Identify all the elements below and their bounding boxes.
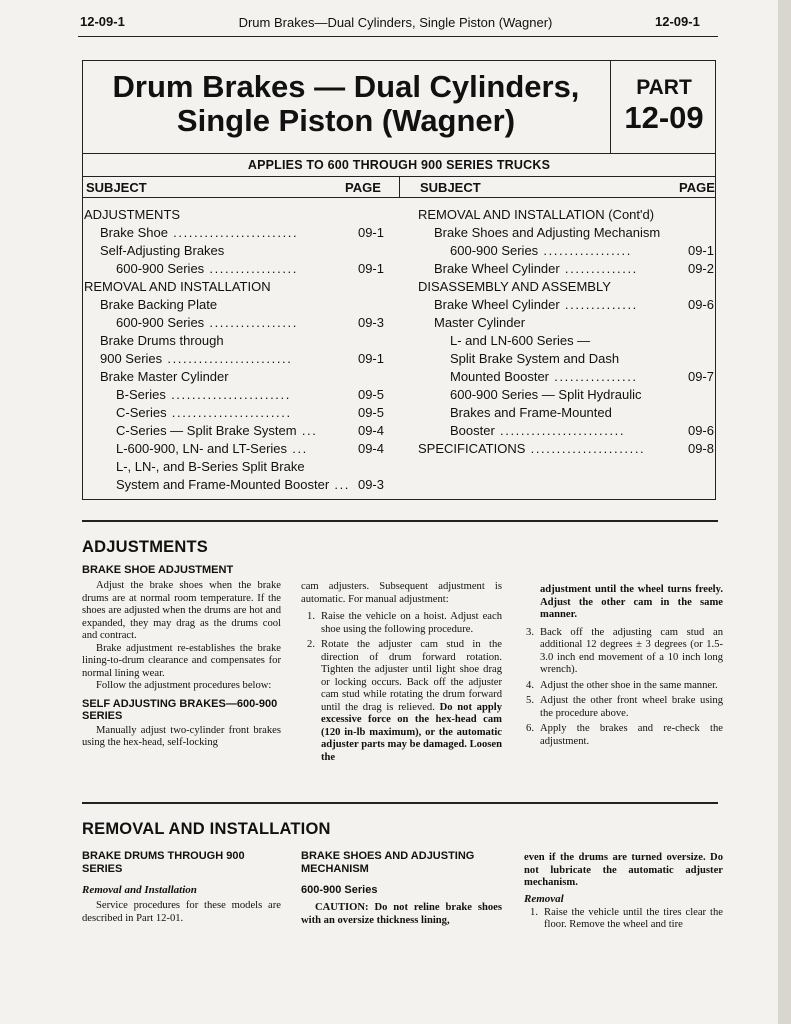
index-entry-text: L-600-900, LN- and LT-Series	[116, 441, 288, 456]
index-entry-page: 09-3	[357, 477, 384, 492]
index-entry-page: 09-1	[687, 243, 714, 258]
list-item: 4. Adjust the other shoe in the same manner.	[526, 679, 718, 691]
index-entry	[84, 458, 384, 476]
subject-header-left: SUBJECT	[86, 180, 147, 195]
index-entry-text: Brake Drums through	[100, 333, 224, 348]
index-entry	[418, 404, 714, 422]
index-entry-page: 09-4	[357, 423, 384, 438]
page-number-left: 12-09-1	[80, 14, 125, 29]
index-entry-page: 09-1	[357, 351, 384, 366]
removal-heading: REMOVAL AND INSTALLATION	[82, 820, 331, 838]
index-entry-page: 09-6	[687, 423, 714, 438]
brake-shoe-adjustment-heading: BRAKE SHOE ADJUSTMENT	[82, 564, 234, 576]
index-entry	[84, 386, 384, 404]
list-item: 2. Rotate the adjuster cam stud in the direction of drum forward rotation. Tighten the adjuster until light shoe drag or locking occurs. Back off the adjuster cam stud while rotating the drum forward until the drag is relieved. Do not apply excessive force on the hex-head cam (120 in-lb maximum), or the automatic adjuster parts may be damaged. Loosen the	[307, 639, 502, 763]
index-entry	[84, 368, 384, 386]
index-entry-page: 09-5	[357, 405, 384, 420]
paragraph: Follow the adjustment procedures below:	[96, 680, 272, 691]
index-entry-page: 09-3	[357, 315, 384, 330]
index-entry-text: Split Brake System and Dash	[450, 351, 620, 366]
index-entry-text: SPECIFICATIONS	[418, 441, 526, 456]
dot-leader: ........................	[494, 423, 626, 438]
index-entry	[418, 350, 714, 368]
index-entry	[84, 242, 384, 260]
list-item: adjustment until the wheel turns freely. Adjust the other cam in the same manner.	[540, 584, 723, 620]
index-entry	[84, 224, 384, 242]
page-title-line-1: Drum Brakes — Dual Cylinders,	[112, 69, 580, 104]
removal-col1	[82, 850, 281, 925]
series-subheading: 600-900 Series	[301, 884, 378, 896]
index-entry-page: 09-4	[357, 441, 384, 456]
page-number-right: 12-09-1	[655, 14, 700, 29]
index-entry-text: 600-900 Series	[116, 261, 205, 276]
dot-leader: ........................	[167, 225, 299, 240]
index-list-left	[84, 206, 384, 494]
index-entry-text: C-Series — Split Brake System	[116, 423, 297, 438]
self-adjusting-heading: SELF ADJUSTING BRAKES—600-900 SERIES	[82, 697, 278, 722]
adjustments-rule	[82, 520, 718, 522]
index-entry-page: 09-5	[357, 387, 384, 402]
index-entry	[418, 440, 714, 458]
part-number: 12-09	[624, 100, 704, 135]
title-box-divider	[610, 60, 611, 154]
index-entry	[418, 314, 714, 332]
page-header-right: PAGE	[679, 180, 715, 195]
index-entry-text: ADJUSTMENTS	[84, 207, 181, 222]
brake-drums-heading: BRAKE DRUMS THROUGH 900 SERIES	[82, 850, 245, 875]
page-edge-shadow	[778, 0, 791, 1024]
index-entry-text: 600-900 Series	[450, 243, 539, 258]
index-entry-text: Mounted Booster	[450, 369, 550, 384]
paragraph: Manually adjust two-cylinder front brakes using the hex-head, self-locking	[82, 724, 281, 748]
adjustments-col2-text	[301, 581, 502, 767]
dot-leader: ...	[329, 477, 351, 492]
paragraph: Service procedures for these models are described in Part 12-01.	[82, 900, 281, 924]
paragraph: cam adjusters. Subsequent adjustment is automatic. For manual adjustment:	[301, 581, 502, 605]
index-entry	[84, 440, 384, 458]
index-entry-text: L-, LN-, and B-Series Split Brake	[116, 459, 305, 474]
index-entry-page: 09-6	[687, 297, 714, 312]
index-entry-text: DISASSEMBLY AND ASSEMBLY	[418, 279, 611, 294]
dot-leader: .................	[204, 261, 298, 276]
dot-leader: ...	[287, 441, 308, 456]
index-entry-text: Booster	[450, 423, 495, 438]
index-entry	[418, 386, 714, 404]
index-entry-text: Brake Backing Plate	[100, 297, 218, 312]
index-entry-page: 09-1	[357, 261, 384, 276]
index-entry	[418, 224, 714, 242]
index-entry	[84, 404, 384, 422]
index-entry-text: Brake Wheel Cylinder	[434, 297, 560, 312]
index-entry-page: 09-1	[357, 225, 384, 240]
index-entry-text: L- and LN-600 Series —	[450, 333, 591, 348]
index-entry-text: Master Cylinder	[434, 315, 526, 330]
index-entry	[418, 206, 714, 224]
list-item: 1. Raise the vehicle until the tires clear the floor. Remove the wheel and tire	[530, 906, 723, 930]
running-header-title: Drum Brakes—Dual Cylinders, Single Piston (Wagner)	[238, 15, 553, 30]
adjustments-col3-text	[520, 584, 723, 751]
removal-rule	[82, 802, 718, 804]
index-entry-text: Brake Master Cylinder	[100, 369, 229, 384]
subject-header-right: SUBJECT	[420, 180, 481, 195]
brake-shoes-heading: BRAKE SHOES AND ADJUSTING MECHANISM	[301, 850, 475, 875]
index-header-divider	[399, 176, 400, 198]
dot-leader: ..............	[559, 297, 638, 312]
index-entry-text: System and Frame-Mounted Booster	[116, 477, 330, 492]
page-title-line-2: Single Piston (Wagner)	[176, 103, 516, 138]
index-entry-text: REMOVAL AND INSTALLATION (Cont'd)	[418, 207, 655, 222]
dot-leader: .................	[204, 315, 298, 330]
adjustments-heading: ADJUSTMENTS	[82, 538, 208, 556]
index-entry-text: 900 Series	[100, 351, 163, 366]
applies-to-note: APPLIES TO 600 THROUGH 900 SERIES TRUCKS	[247, 158, 551, 172]
index-entry-text: C-Series	[116, 405, 167, 420]
index-entry-text: Brakes and Frame-Mounted	[450, 405, 612, 420]
index-entry	[418, 296, 714, 314]
index-entry	[84, 422, 384, 440]
index-entry	[84, 296, 384, 314]
index-entry-page: 09-8	[687, 441, 714, 456]
index-entry	[418, 422, 714, 440]
removal-col2	[301, 850, 502, 927]
page-header-left: PAGE	[345, 180, 381, 195]
dot-leader: ...	[296, 423, 318, 438]
index-entry	[418, 278, 714, 296]
index-entry-text: Self-Adjusting Brakes	[100, 243, 225, 258]
caution-text-continued: even if the drums are turned oversize. Do not lubricate the automatic adjuster mechanism.	[524, 852, 723, 888]
index-entry	[84, 332, 384, 350]
dot-leader: ........................	[162, 351, 293, 366]
index-entry	[418, 242, 714, 260]
index-list-right	[418, 206, 714, 458]
index-entry	[84, 260, 384, 278]
paragraph: Brake adjustment re-establishes the brake lining-to-drum clearance and compensates for normal lining wear.	[82, 642, 281, 679]
index-entry-text: 600-900 Series	[116, 315, 205, 330]
list-item: 6. Apply the brakes and re-check the adjustment.	[526, 723, 723, 747]
paragraph: Adjust the brake shoes when the brake drums are at normal room temperature. If the shoes are adjusted when the drums are hot and expanded, they may drag as the drums cool and contract.	[82, 580, 281, 641]
index-entry	[84, 350, 384, 368]
header-rule	[78, 36, 718, 37]
list-item: 1. Raise the vehicle on a hoist. Adjust each shoe using the following procedure.	[307, 611, 502, 635]
index-entry-text: 600-900 Series — Split Hydraulic	[450, 387, 642, 402]
removal-col3	[524, 852, 723, 935]
dot-leader: .......................	[166, 405, 292, 420]
index-entry	[84, 206, 384, 224]
index-entry	[84, 278, 384, 296]
index-entry	[418, 260, 714, 278]
index-entry-text: REMOVAL AND INSTALLATION	[84, 279, 271, 294]
index-entry	[84, 476, 384, 494]
page-title	[86, 70, 606, 138]
caution-text: CAUTION: Do not reline brake shoes with an oversize thickness lining,	[301, 902, 502, 926]
part-label: PART	[636, 76, 692, 99]
removal-installation-subheading: Removal and Installation	[82, 884, 197, 896]
dot-leader: ................	[549, 369, 638, 384]
dot-leader: .................	[538, 243, 632, 258]
index-entry-text: B-Series	[116, 387, 166, 402]
index-entry-text: Brake Shoes and Adjusting Mechanism	[434, 225, 661, 240]
dot-leader: ......................	[525, 441, 646, 456]
removal-subheading: Removal	[524, 892, 564, 905]
index-entry-page: 09-7	[687, 369, 714, 384]
index-entry	[84, 314, 384, 332]
index-entry	[418, 332, 714, 350]
dot-leader: .......................	[165, 387, 291, 402]
dot-leader: ..............	[559, 261, 638, 276]
index-entry-text: Brake Wheel Cylinder	[434, 261, 560, 276]
list-item: 3. Back off the adjusting cam stud an additional 12 degrees ± 3 degrees (or 1.5-3.0 inch end movement of a 10 inch long wrench).	[526, 626, 723, 675]
index-entry-text: Brake Shoe	[100, 225, 168, 240]
list-item: 5. Adjust the other front wheel brake using the procedure above.	[526, 695, 723, 719]
index-entry	[418, 368, 714, 386]
adjustments-col1-text	[82, 580, 281, 750]
index-entry-page: 09-2	[687, 261, 714, 276]
